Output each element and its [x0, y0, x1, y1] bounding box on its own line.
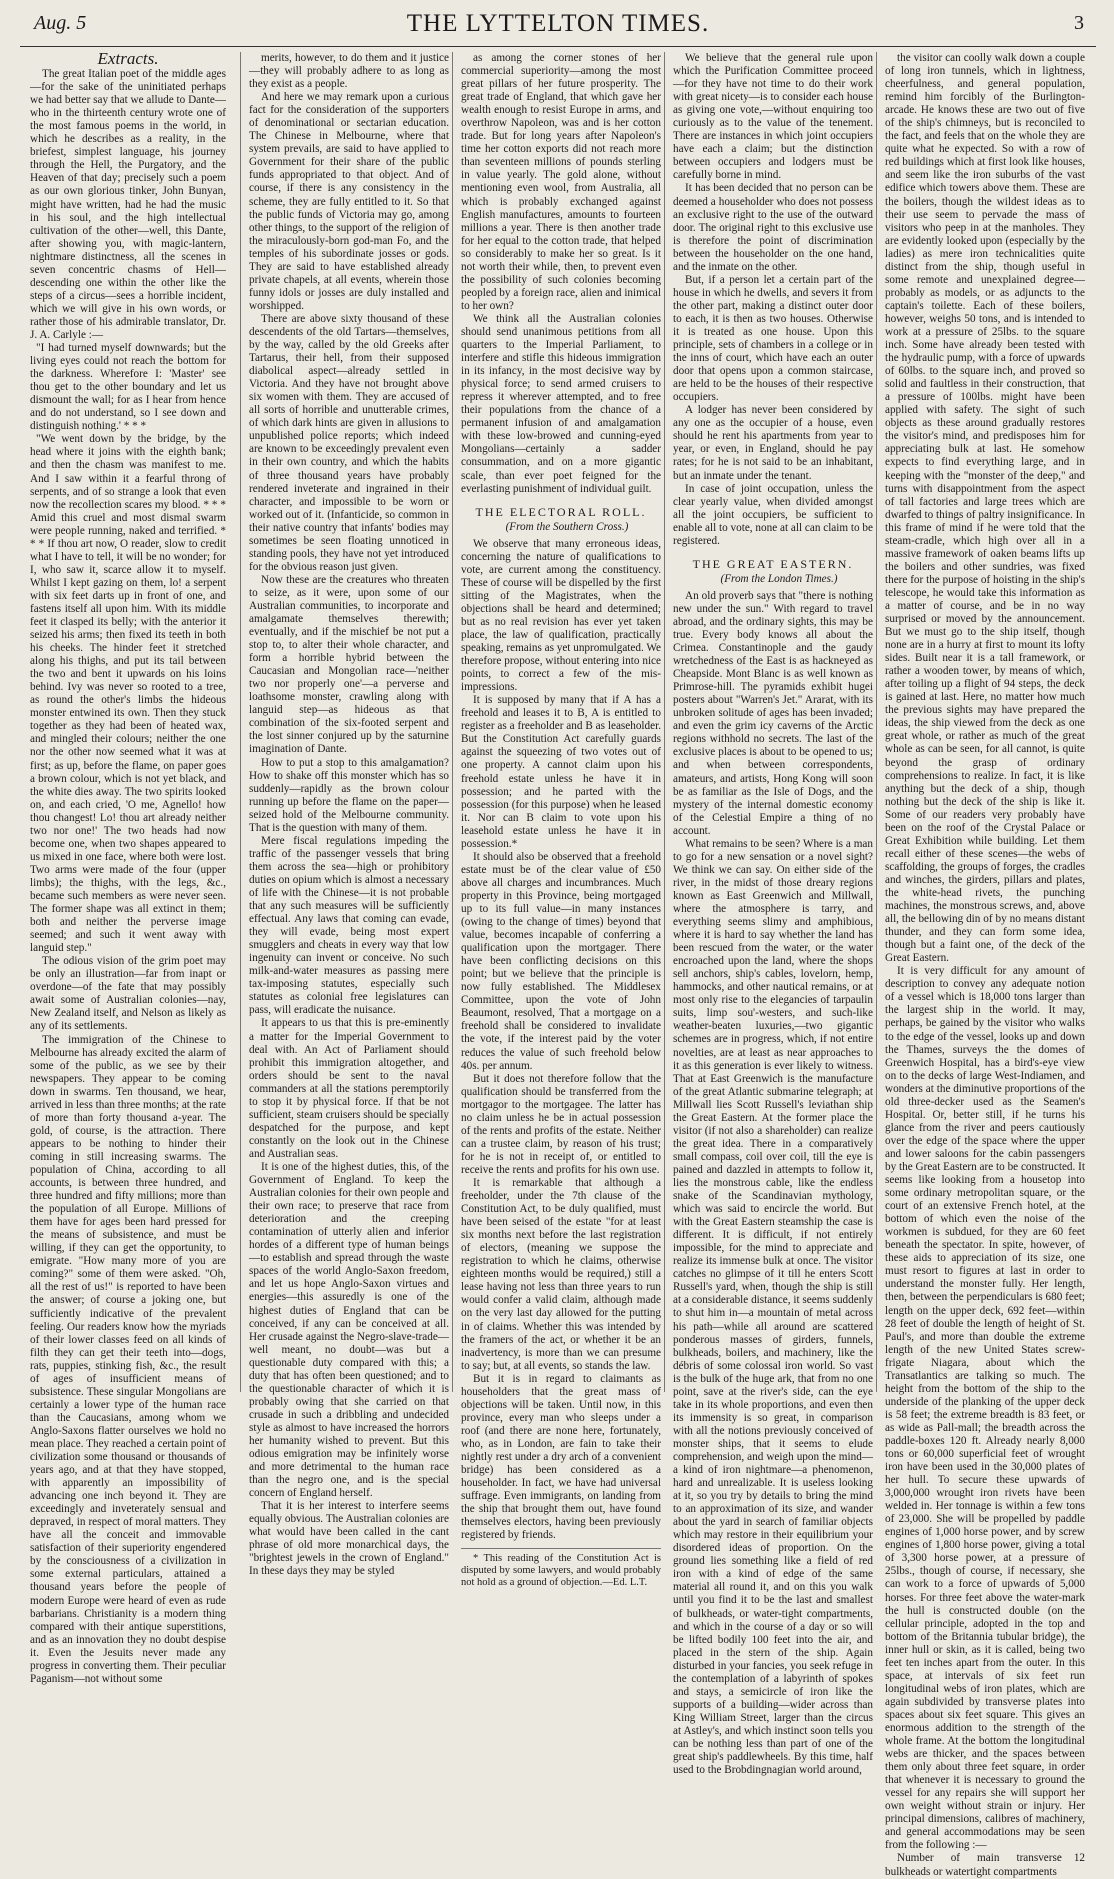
paragraph: the visitor can coolly walk down a couple of long iron tunnels, which in lightness, cheerfulness, and general population, remind him forcibly of the Burlington-arcade. He knows these are two out of five of the ship's chimneys, but is reconciled to the fact, and feels that on the whole they are quite what he expected. So with a row of red buildings which at first look like houses, and seem like the iron suburbs of the vast edifice which towers above them. These are the boilers, though the wildest ideas as to their use seem to pervade the mass of visitors who peep in at the manholes. They are evidently looked upon (especially by the ladies) as mere iron technicalities quite distinct from the ship, though useful in some remote and unexplained degree—probably as models, or as adjuncts to the captain's toilette. Each of these boilers, however, weighs 50 tons, and is intended to work at a pressure of 25lbs. to the square inch. Some have already been tested with the hydraulic pump, with a force of upwards of 60lbs. to the square inch, and proved so solid and faultless in their construction, that a pressure of 100lbs. might have been applied with safety. The sight of such objects as these around gradually restores the visitor's mind, and predisposes him for appreciating bulk at last. He somehow expects to find everything large, and in keeping with the "monster of the deep," and turns with disappointment from the aspect of tall factories and large trees which are dwarfed to things of paltry insignificance. In this frame of mind if he were told that the steam-cradle, which high over all in a massive framework of oaken beams lifts up the boilers and other sundries, was fixed there for the purpose of hoisting in the ship's telescope, he would take this information as a matter of course, and be in no way surprised or moved by the announcement. But we must go to the ship itself, though none are in a hurry at first to mount its lofty sides. Built near it is a tall framework, or rather a wooden tower, by means of which, after toiling up a flight of 94 steps, the deck is gained at last. Here, no matter how much the previous sights may have prepared the ideas, the ship viewed from the deck as one great whole, or rather as much of the great whole as can be seen, for all cannot, is quite beyond the grasp of ordinary comprehensions to realize. In fact, it is like anything but the deck of a ship, though nothing but the deck of the ship is like it. Some of our readers very probably have been on the roof of the Crystal Palace or Great Exhibition while building. Let them recall either of these scenes—the webs of scaffolding, the groups of forges, the cradles and winches, the girders, pillars and plates, the white-head rivets, the punching machines, the monstrous screws, and, above all, the bellowing din of by no means distant thunder, and they can form some idea, though but a faint one, of the deck of the Great Eastern. — [885, 52, 1085, 965]
newspaper-title: THE LYTTELTON TIMES. — [406, 10, 710, 37]
quoted-verse: "We went down by the bridge, by the head where it joins with the eighth bank; and then the chasm was manifest to me. And I saw within it a fearful throng of serpents, and of so strange a look that even now the recollection scares my blood. * * * Amid this cruel and most dismal swarm were people running, naked and terrified. * * * If thou art now, O reader, slow to credit what I have to tell, it will be no wonder; for I, who saw it, scarce allow it to myself. Whilst I kept gazing on them, lo! a serpent with six feet darts up in front of one, and fastens itself all upon him. With its middle feet it clasped its belly; with the anterior it seized his arms; then fixed its teeth in both his cheeks. The hinder feet it stretched along his thighs, and put its tail between the two and bent it upwards on his loins behind. Ivy was never so rooted to a tree, as round the other's limbs the hideous monster entwined its own. Then they stuck together as they had been of heated wax, and mingled their colours; neither the one nor the other now seemed what it was at first; as up, before the flame, on paper goes a brown colour, which is not yet black, and the white dies away. The two spirits looked on, and each cried, 'O me, Agnello! how thou changest! Lo! thou art already neither two nor one!' The two heads had now become one, when two shapes appeared to us mixed in one face, where both were lost. Two arms were made of the four (upper limbs); the thighs, with the legs, &c., became such members as were never seen. The former shape was all extinct in them; both and neither the perverse image seemed; and such it went away with languid step." — [30, 433, 226, 955]
paragraph: The great Italian poet of the middle ages—for the sake of the uninitiated perhaps we had better say that we allude to Dante—who in the thirteenth century wrote one of the most famous poems in the world, in which he describes as a reality, in the briefest, simplest language, his journey through the Hell, the Purgatory, and the Heaven of that day; precisely such a poem as our own glorious tinker, John Bunyan, might have written, had he had the music in his soul, and the high intellectual cultivation of the other—well, this Dante, after showing you, with magic-lantern, nightmare distinctness, all the scenes in seven concentric chasms of Hell—descending one within the other like the steps of a circus—sees a horrible incident, which we will give in his own words, or rather those of his admirable translator, Dr. J. A. Carlyle :— — [30, 68, 226, 341]
column-2 — [240, 52, 449, 1578]
paragraph: How to put a stop to this amalgamation? How to shake off this monster which has so suddenly—rapidly as the brown colour running up before the flame on the paper—seized hold of the Melbourne community. That is the question with many of them. — [249, 756, 449, 834]
table-value: 12 — [1073, 1852, 1085, 1865]
paragraph: as among the corner stones of her commercial superiority—among the most great pillars of her future prosperity. The great trade of England, that which gave her wealth enough to resist Europe in arms, and overthrow Napoleon, was and is her cotton trade. But for long years after Napoleon's time her cotton exports did not reach more than seventeen millions of pounds sterling in value yearly. The gold alone, without mentioning even wool, from Australia, all which is probably exchanged against English manufactures, amounts to fourteen millions a year. There is then another trade for her equal to the cotton trade, that helped so considerably to make her so great. Is it not worth their while, then, to prevent even the possibility of such colonies becoming peopled by a foreign race, alien and inimical to her own? — [461, 52, 661, 312]
issue-date: Aug. 5 — [34, 12, 87, 34]
article-source: (From the London Times.) — [720, 572, 838, 585]
section-heading-extracts: Extracts. — [97, 49, 159, 68]
paragraph: But it does not therefore follow that the qualification should be transferred from the mortgagor to the mortgagee. The latter has no claim unless he be in actual possession of the rents and profits of the estate. Neither can a trustee claim, by reason of his trust; for he is not in receipt of, or entitled to receive the rents and profits for his own use. — [461, 1072, 661, 1176]
quoted-verse: "I had turned myself downwards; but the living eyes could not reach the bottom for the darkness. Wherefore I: 'Master' see thou get to the other boundary and let us dismount the wall; for as I hear from hence and do not understand, so I see down and distinguish nothing.' * * * — [30, 342, 226, 433]
paragraph: What remains to be seen? Where is a man to go for a new sensation or a novel sight? We think we can say. On either side of the river, in the midst of those dreary regions known as East Greenwich and Millwall, where the atmosphere is tarry, and everything seems slimy and amphibious, where it is hard to say whether the land has been rescued from the water, or the water encroached upon the land, where the shops sell anchors, ship's cables, lovelorn, hemp, hammocks, and other nautical remains, or at most only rise to the elegancies of tarpaulin suits, limp sou'-westers, and such-like weather-beaten luxuries,—two gigantic schemes are in progress, which, if not entire novelties, are at least as near approaches to it as this generation is ever likely to witness. That at East Greenwich is the manufacture of the great Atlantic submarine telegraph; at Millwall lies Scott Russell's leviathan ship the Great Eastern. At the former place the visitor (if not also a shareholder) can realize the great idea. There in a comparatively small compass, coil over coil, till the eye is pained and dazzled in attempts to follow it, lies the monstrous cable, like the endless snake of the Scandinavian mythology, which was said to encircle the world. But with the Great Eastern steamship the case is different. It is difficult, if not entirely impossible, for the mind to appreciate and realize its immense bulk at once. The visitor catches no glimpse of it till he enters Scott Russell's yard, when, though the ship is still at a considerable distance, it seems suddenly to shut him in—a mountain of metal across his path—while all around are scattered ponderous masses of girders, funnels, bulkheads, boilers, and machinery, like the débris of some colossal iron world. So vast is the bulk of the huge ark, that from no one point, save at the river's side, can the eye take in its whole proportions, and even then its immensity is so great, in comparison with all the notions previously conceived of monster ships, that it seems to elude comprehension, and weigh upon the mind—a kind of iron nightmare—a phenomenon, hard and unrealizable. It is useless looking at it, so you try by details to bring the mind to an approximation of its size, and wander about the yard in search of familiar objects which may restore in their equilibrium your disordered ideas of proportion. On the ground lies something like a field of red iron with a kind of edge of the same material all round it, and on this you walk until you find it to be the last and smallest of bulkheads, or water-tight compartments, and which in the course of a day or so will be lifted bodily 100 feet into the air, and placed in the stern of the ship. Again disturbed in your fancies, you seek refuge in the contemplation of a labyrinth of spokes and stays, a semicircle of iron like the supports of a building—wider across than King William Street, larger than the circus at Astley's, and which instinct soon tells you can be nothing less than part of one of the great ship's paddlewheels. By this time, half used to the Brobdingnagian world around, — [673, 837, 873, 1777]
paragraph: In case of joint occupation, unless the clear yearly value, when divided amongst all the joint occupiers, be sufficient to enable all to vote, none at all can claim to be registered. — [673, 482, 873, 547]
article-heading-electoral-roll: THE ELECTORAL ROLL. — [475, 504, 647, 519]
paragraph: Mere fiscal regulations impeding the traffic of the passenger vessels that bring them across the sea—high or prohibitory duties on opium which is almost a necessary of life with the Chinese—it is not probable that any such measures will be sufficiently effectual. Any laws that coming can evade, they will evade, being most expert smugglers and cheats in every way that low ingenuity can invent or conceive. No such milk-and-water measures as passing mere tax-imposing statutes, especially such statutes as colonial free legislatures can pass, will eradicate the nuisance. — [249, 834, 449, 1017]
column-4 — [664, 52, 873, 1777]
masthead — [20, 6, 1096, 47]
paragraph: It should also be observed that a freehold estate must be of the clear value of £50 above all charges and incumbrances. Much property in this Province, being mortgaged up to its full value—in many instances (owing to the change of times) beyond that value, becomes incapable of conferring a qualification upon the mortgager. There have been conflicting decisions on this point; but we believe that the principle is now fully established. The Middlesex Committee, upon the vote of John Beaumont, resolved, That a mortgage on a freehold shall be considered to invalidate the vote, if the interest paid by the voter reduces the value of such freehold below 40s. per annum. — [461, 850, 661, 1072]
paragraph: A lodger has never been considered by any one as the occupier of a house, even should he rent his apartments from year to year, or even, in England, should he pay rates; for he is not said to be an inhabitant, but an inmate under the tenant. — [673, 404, 873, 482]
paragraph: But, if a person let a certain part of the house in which he dwells, and severs it from the other part, making a distinct outer door to each, it is then as two houses. Otherwise it is treated as one house. Upon this principle, sets of chambers in a college or in the inns of court, which have each an outer door that opens upon a common staircase, are held to be the houses of their respective occupiers. — [673, 273, 873, 404]
paragraph: We think all the Australian colonies should send unanimous petitions from all quarters to the Imperial Parliament, to interfere and stifle this hideous immigration in its infancy, in the most decisive way by physical force; to send armed cruisers to repress it wherever attempted, and to free their populations from the chance of a permanent infusion of and amalgamation with these low-browed and cunning-eyed Mongolians—certainly a sadder consummation, and on a more gigantic scale, than ever poet feigned for the everlasting punishment of individual guilt. — [461, 312, 661, 495]
paragraph: It has been decided that no person can be deemed a householder who does not possess an exclusive right to the use of the outward door. The original right to this exclusive use is therefore the point of discrimination between the householder on the one hand, and the inmate on the other. — [673, 182, 873, 273]
paragraph: We observe that many erroneous ideas, concerning the nature of qualifications to vote, are current among the constituency. These of course will be dispelled by the first sitting of the Magistrates, when the objections shall be heard and determined; but as no real revision has ever yet taken place, the law of qualification, practically speaking, remains as yet unpromulgated. We therefore propose, without entering into nice points, to correct a few of the mis-impressions. — [461, 537, 661, 694]
paragraph: It is supposed by many that if A has a freehold and leases it to B, A is entitled to register as a freeholder and B as leaseholder. But the Constitution Act carefully guards against the squeezing of two votes out of one property. A cannot claim upon his freehold estate unless he have it in possession; and he parted with the possession (for this purpose) when he leased it. Nor can B claim to vote upon his leasehold estate unless he have it in possession.* — [461, 694, 661, 850]
paragraph: There are above sixty thousand of these descendents of the old Tartars—themselves, by the way, called by the old Greeks after Tartarus, their hell, from their supposed diabolical aspect—already settled in Victoria. And they have not brought above six women with them. They are accused of all sorts of horrible and unutterable crimes, of which dark hints are given in allusions to unpublished police reports; which indeed are known to be exceedingly prevalent even in their own country, and which the habits of three thousand years have probably rendered inveterate and ingrained in their character, and impossible to be worn or worked out of it. (Infanticide, so common in their native country that infants' bodies may sometimes be seen floating unnoticed in standing pools, they have not yet introduced for the obvious reason just given. — [249, 312, 449, 573]
paragraph: We believe that the general rule upon which the Purification Committee proceed—for they have not time to do their work with great nicety—is to consider each house as giving one vote,—without enquiring too curiously as to the value of the tenement. There are instances in which joint occupiers have each a claim; but the distinction between occupiers and lodgers must be carefully borne in mind. — [673, 52, 873, 182]
article-heading-great-eastern: THE GREAT EASTERN. — [692, 556, 854, 571]
paragraph: Now these are the creatures who threaten to seize, as it were, upon some of our Australian communities, to incorporate and amalgamate themselves therewith; eventually, and if the mischief be not put a stop to, to alter their whole character, and form a horrible hybrid between the Caucasian and Mongolian race—'neither two nor properly one'—a perverse and loathsome monster, crawling along with languid step—as hideous as that combination of the six-footed serpent and the lost sinner conjured up by the saturnine imagination of Dante. — [249, 573, 449, 756]
article-columns — [30, 49, 1094, 1878]
paragraph: It is remarkable that although a freeholder, under the 7th clause of the Constitution Act, to be duly qualified, must have been seised of the estate "for at least six months next before the last registration of electors, (meaning we suppose the registration to which he claims, otherwise eighteen months would be required,) still a lease having not less than three years to run would confer a valid claim, although made on the very last day allowed for the putting in of claims. Whether this was intended by the framers of the act, or whether it be an inadvertency, is more than we can presume to say; but, at all events, so stands the law. — [461, 1176, 661, 1372]
paragraph: But it is in regard to claimants as householders that the great mass of objections will be taken. Until now, in this province, every man who sleeps under a roof (and there are none here, fortunately, who, as in London, are fain to take their nightly rest under a dry arch of a convenient bridge) has been considered as a householder. In fact, we have had universal suffrage. Even immigrants, on landing from the ship that brought them out, have found themselves electors, having been previously registered by friends. — [461, 1372, 661, 1542]
dimensions-table-row — [885, 1852, 1085, 1878]
article-source: (From the Southern Cross.) — [505, 520, 629, 533]
paragraph: That it is her interest to interfere seems equally obvious. The Australian colonies are what would have been called in the cant phrase of old more monarchical days, the "brightest jewels in the crown of England." In these days they may be styled — [249, 1500, 449, 1578]
footnote: * This reading of the Constitution Act is disputed by some lawyers, and would probably not hold as a ground of objection.—Ed. L.T. — [461, 1548, 661, 1589]
paragraph: The odious vision of the grim poet may be only an illustration—far from inapt or overdone—of the fate that may possibly await some of Australian colonies—nay, New Zealand itself, and Nelson as likely as any of its settlements. — [30, 955, 226, 1033]
paragraph: The immigration of the Chinese to Melbourne has already excited the alarm of some of the public, as we see by their newspapers. They appear to be coming down in swarms. Ten thousand, we hear, arrived in less than three months; at the rate of more than forty thousand a-year. The gold, of course, is the attraction. There appears to be nothing to hinder their coming in still increasing swarms. The population of China, according to all accounts, is between three hundred, and three hundred and fifty millions; more than the population of all Europe. Millions of them have for ages been hard pressed for the means of subsistence, and must be willing, if they can get the opportunity, to emigrate. "How many more of you are coming?" some of them were asked. "Oh, all the rest of us!" is reported to have been the answer; of course a joking one, but sufficiently indicative of the prevalent feeling. Our readers know how the myriads of their lower classes feed on all kinds of filth they can get their teeth into—dogs, rats, puppies, stinking fish, &c., the result of ages of insufficient means of subsistence. These singular Mongolians are certainly a lower type of the human race than the Caucasians, among whom we Anglo-Saxons flatter ourselves we hold no mean place. They reached a certain point of civilization some thousand or thousands of years ago, and at that they have stopped, with apparently an impossibility of advancing one inch beyond it. They are exceedingly and inveterately sensual and depraved, in respect of moral matters. They have all the conceit and immovable satisfaction of their superiority engendered by the consciousness of a civilization in some external particulars, attained a thousand years before the people of modern Europe were heard of even as rude barbarians. Christianity is a modern thing compared with their antique superstitions, and as an innovation they no doubt despise it. Even the Jesuits never made any progress in converting them. Their peculiar Paganism—not without some — [30, 1033, 226, 1685]
paragraph: It is one of the highest duties, this, of the Government of England. To keep the Australian colonies for their own people and their own race; to preserve that race from deterioration and the creeping contamination of utterly alien and inferior hordes of a different type of human beings—to establish and spread through the waste spaces of the world Anglo-Saxon freedom, and let us hope Anglo-Saxon virtues and energies—this assuredly is one of the highest duties of England that can be conceived, if any can be conceived at all. Her crusade against the Negro-slave-trade—well meant, no doubt—was but a questionable duty compared with this; a duty that has often been questioned; and to the questionable character of which it is probably owing that she carried on that crusade in such a dribbling and undecided style as almost to have increased the horrors her humanity wished to prevent. But this odious emigration may be infinitely worse and more detrimental to the human race than the negro one, and is the special concern of England herself. — [249, 1160, 449, 1500]
paragraph: It appears to us that this is pre-eminently a matter for the Imperial Government to deal with. An Act of Parliament should prohibit this immigration altogether, and orders should be sent to the naval commanders at all the stations peremptorily to stop it by physical force. If that be not sufficient, steam cruisers should be specially despatched for the purpose, and kept constantly on the look out in the Chinese and Australian seas. — [249, 1017, 449, 1160]
column-1 — [30, 49, 226, 1685]
paragraph: It is very difficult for any amount of description to convey any adequate notion of a vessel which is 18,000 tons larger than the largest ship in the world. It may, perhaps, be gained by the visitor who walks to the edge of the vessel, looks up and down the Thames, surveys the the domes of Greenwich Hospital, has a bird's-eye view on to the decks of large West-Indiamen, and wonders at the diminutive proportions of the old three-decker used as the Seamen's Hospital. Or, better still, if he turns his glance from the river and peers cautiously over the edge of the space where the upper and lower saloons for the cabin passengers by the Great Eastern are to be constructed. It seems like looking from a housetop into some ordinary metropolitan square, or the court of an extensive French hotel, at the bottom of which even the noise of the workmen is subdued, for they are 60 feet beneath the spectator. In spite, however, of these aids to appreciation of its size, one must resort to figures at last in order to understand the monster fully. Her length, then, between the perpendiculars is 680 feet; length on the upper deck, 692 feet—within 28 feet of double the length of height of St. Paul's, and more than double the extreme length of the new United States screw-frigate Niagara, about which the Transatlantics are talking so much. The height from the bottom of the ship to the underside of the planking of the upper deck is 58 feet; the extreme breadth is 83 feet, or as wide as Pall-mall; the breadth across the paddle-boxes 120 ft. Already nearly 8,000 tons or 60,000 superficial feet of wrought iron have been used in the 30,000 plates of her hull. To secure these upwards of 3,000,000 wrought iron rivets have been welded in. Her tonnage is within a few tons of 23,000. She will be propelled by paddle engines of 1,000 horse power, and by screw engines of 1,800 horse power, giving a total of 3,300 horse power, at a pressure of 25lbs., though of course, if necessary, she can work to a force of upwards of 5,000 horses. For three feet above the water-mark the hull is constructed double (on the cellular principle, adopted in the top and bottom of the Britannia tubular bridge), the inner hull or skin, as it is called, being two feet ten inches apart from the outer. In this space, at intervals of six feet run longitudinal webs of iron plates, which are again subdivided by transverse plates into spaces about six feet square. This gives an enormous addition to the strength of the whole frame. At the bottom the longitudinal webs are thicker, and the spaces between them only about three feet square, in order that whenever it is necessary to ground the vessel for any repairs she will support her own weight without strain or injury. Her principal dimensions, calibres of machinery, and general accommodations may be seen from the following :— — [885, 965, 1085, 1852]
table-label: Number of main transverse bulkheads or watertight compartments — [885, 1852, 1062, 1878]
paragraph: An old proverb says that "there is nothing new under the sun." With regard to travel abroad, and the ordinary sights, this may be true. Every body knows all about the Crimea. Constantinople and the gaudy wretchedness of the East is as hackneyed as Cheapside. Mont Blanc is as well known as Primrose-hill. The pyramids exhibit hugei posters about "Warren's Jet." Ararat, with its unbroken solitude of ages has been invaded; and even the grim icy caverns of the Arctic regions withhold no secrets. The last of the exclusive places is about to be opened to us; and when between correspondents, amateurs, and artists, Hong Kong will soon be as familiar as the Isle of Dogs, and the mystery of the internal domestic economy of the Celestial Empire a thing of no account. — [673, 589, 873, 837]
column-5 — [876, 52, 1085, 1878]
page-number: 3 — [1074, 12, 1084, 34]
column-3 — [452, 52, 661, 1589]
paragraph: And here we may remark upon a curious fact for the consideration of the supporters of denominational or sectarian education. The Chinese in Melbourne, where that system prevails, are said to have applied to Government for their share of the public funds appropriated to that object. And of course, if there is any consistency in the scheme, they are fully entitled to it. So that the public funds of Victoria may go, among other things, to the support of the religion of the miraculously-born god-man Fo, and the temples of his subordinate josses or gods. They are said to have established already private chapels, at all events, wherein those funny idols or josses are duly installed and worshipped. — [249, 91, 449, 312]
paragraph: merits, however, to do them and it justice—they will probably adhere to as long as they exist as a people. — [249, 52, 449, 91]
